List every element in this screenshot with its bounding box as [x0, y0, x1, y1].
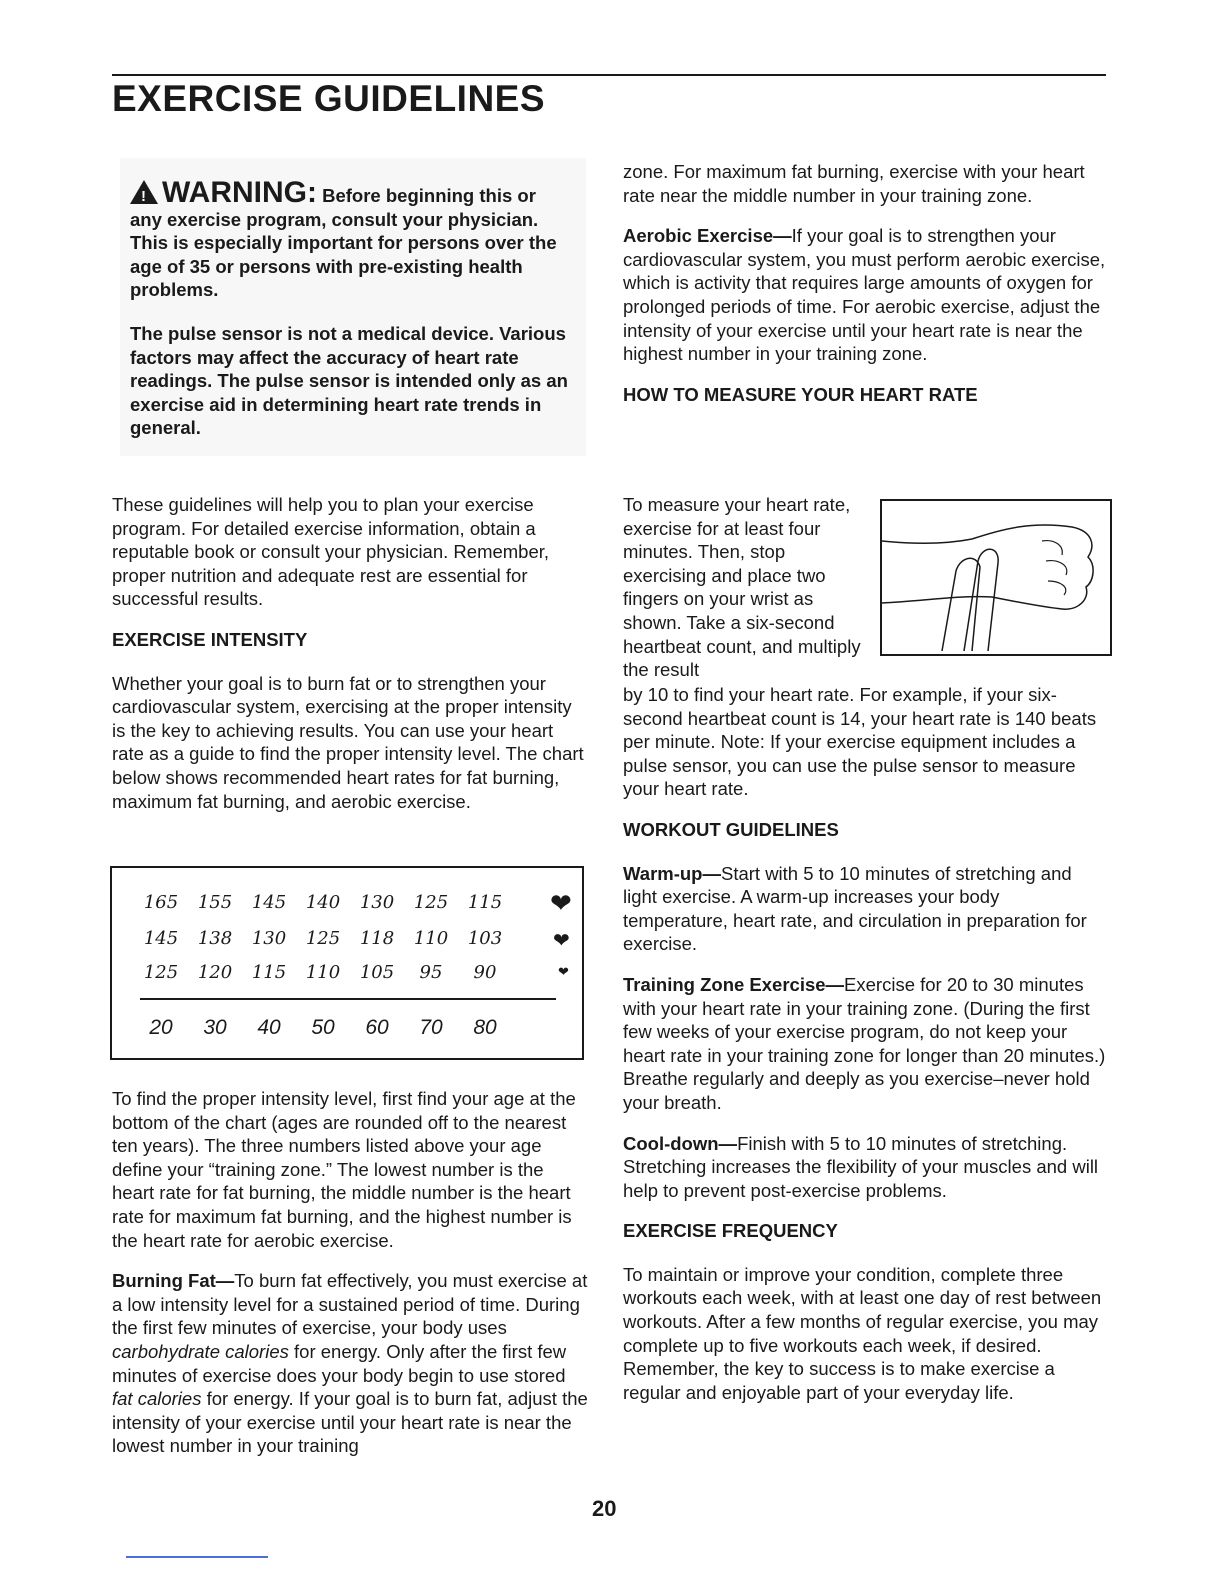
chart-cell: 145 — [143, 928, 179, 949]
frequency-text: To maintain or improve your condition, complete three workouts each week, with at least one day of rest between workouts. After a few months of regular exercise, you may complete up to five workouts each week, if desired. Remember, the key to success is to make exercise a regular and enjoyable part of your everyday life. — [623, 1263, 1102, 1403]
intensity-text: Whether your goal is to burn fat or to strengthen your cardiovascular system, exercising at the proper intensity is the key to achieving results. You can use your heart rate as a guide to find the proper intensity level. The chart below shows recommended heart rates for fat burning, maximum fat burning, and aerobic exercise. — [112, 672, 584, 812]
continuation-text: zone. For maximum fat burning, exercise with your heart rate near the middle number in your training zone. — [623, 161, 1085, 206]
aerobic-label: Aerobic Exercise— — [623, 225, 792, 247]
intro-text: These guidelines will help you to plan your exercise program. For detailed exercise information, obtain a reputable book or consult your physician. Remember, proper nutrition and adequate rest are essential for successful results. — [112, 494, 550, 610]
burning-text-3: for energy. If your goal is to burn fat, adjust the intensity of your exercise until your heart rate is near the lowest number in your training — [112, 1388, 588, 1457]
frequency-heading: EXERCISE FREQUENCY — [623, 1220, 838, 1242]
warning-para-2: The pulse sensor is not a medical device. Various factors may affect the accuracy of heart rate readings. The pulse sensor is intended only as an exercise aid in determining heart rate trends in general. — [130, 322, 568, 439]
age-cell: 40 — [257, 1016, 281, 1039]
chart-cell: 140 — [305, 892, 341, 913]
find-text: To find the proper intensity level, first find your age at the bottom of the chart (ages are rounded off to the nearest ten years). The three numbers listed above your age define your “training zone.” The lowest number is the heart rate for fat burning, the middle number is the heart rate for maximum fat burning, and the highest number is the heart rate for aerobic exercise. — [112, 1088, 576, 1251]
chart-age-row — [134, 1016, 512, 1040]
chart-cell: 125 — [305, 928, 341, 949]
workout-heading: WORKOUT GUIDELINES — [623, 818, 839, 840]
age-cell: 20 — [149, 1016, 173, 1039]
warmup-label: Warm-up— — [623, 862, 721, 884]
warmup-para — [623, 862, 1107, 956]
training-para — [623, 973, 1107, 1115]
training-label: Training Zone Exercise— — [623, 973, 845, 995]
chart-row-max-fat — [134, 928, 554, 949]
chart-cell: 110 — [413, 928, 449, 949]
measure-heading: HOW TO MEASURE YOUR HEART RATE — [623, 383, 978, 405]
chart-row-aerobic — [134, 892, 554, 913]
age-cell: 50 — [311, 1016, 335, 1039]
warning-head: WARNING: — [162, 176, 317, 209]
left-lower-column — [112, 1087, 590, 1475]
age-cell: 70 — [419, 1016, 443, 1039]
page-title: EXERCISE GUIDELINES — [112, 78, 546, 119]
burning-fat-label: Burning Fat— — [112, 1270, 235, 1292]
chart-cell: 95 — [419, 962, 443, 983]
chart-cell: 125 — [143, 962, 179, 983]
footer-line — [126, 1556, 268, 1558]
chart-cell: 115 — [251, 962, 287, 983]
chart-cell: 118 — [359, 928, 395, 949]
chart-cell: 90 — [473, 962, 497, 983]
left-column — [112, 493, 588, 830]
heart-icon-small: ❤ — [558, 964, 569, 979]
intensity-heading: EXERCISE INTENSITY — [112, 628, 308, 650]
chart-cell: 130 — [359, 892, 395, 913]
heart-icon-large: ❤ — [550, 888, 572, 918]
warning-para-1 — [130, 176, 572, 302]
warmup-text: Start with 5 to 10 minutes of stretching and light exercise. A warm-up increases your body temperature, heart rate, and circulation in preparation for exercise. — [623, 862, 1087, 955]
chart-divider — [140, 998, 556, 1000]
burning-fat-para — [112, 1269, 590, 1458]
measure-text-b: by 10 to find your heart rate. For example, if your six-second heartbeat count is 14, your heart rate is 140 beats per minute. Note: If your exercise equipment includes a pulse sensor, you can use the pulse sensor to measure your heart rate. — [623, 684, 1097, 800]
heart-rate-chart — [110, 866, 584, 1060]
right-column — [623, 160, 1107, 426]
training-text: Exercise for 20 to 30 minutes with your heart rate in your training zone. (During the first few weeks of your exercise program, do not keep your heart rate in your training zone for longer than 20 minutes.) Breathe regularly and deeply as you exercise–never hold your breath. — [623, 973, 1106, 1113]
chart-cell: 115 — [467, 892, 503, 913]
chart-cell: 120 — [197, 962, 233, 983]
warning-triangle-icon — [130, 180, 158, 204]
chart-cell: 105 — [359, 962, 395, 983]
page-number: 20 — [592, 1496, 617, 1521]
burning-em-2: fat calories — [112, 1388, 202, 1410]
age-cell: 60 — [365, 1016, 389, 1039]
warning-lead: Before beginning — [322, 185, 475, 206]
burning-text-2: for energy. Only after the first few minutes of exercise does your body begin to use stored — [112, 1340, 567, 1386]
cooldown-label: Cool-down— — [623, 1132, 738, 1154]
chart-cell: 130 — [251, 928, 287, 949]
cooldown-text: Finish with 5 to 10 minutes of stretching. Stretching increases the flexibility of your muscles and will help to prevent post-exercise problems. — [623, 1132, 1099, 1201]
warning-box — [120, 158, 586, 456]
age-cell: 30 — [203, 1016, 227, 1039]
chart-row-fat-burn — [134, 962, 554, 983]
burning-em-1: carbohydrate calories — [112, 1340, 289, 1362]
cooldown-para — [623, 1132, 1107, 1203]
header-rule — [112, 74, 1106, 76]
chart-cell: 103 — [467, 928, 503, 949]
burning-text-1: To burn fat effectively, you must exercise at a low intensity level for a sustained period of time. During the first few minutes of exercise, your body uses — [112, 1270, 588, 1339]
measure-text-a: To measure your heart rate, exercise for at least four minutes. Then, stop exercising and place two fingers on your wrist as shown. Take a six-second heartbeat count, and multiply the result — [623, 494, 861, 681]
wrist-pulse-illustration — [880, 499, 1112, 656]
chart-cell: 110 — [305, 962, 341, 983]
chart-cell: 138 — [197, 928, 233, 949]
chart-cell: 155 — [197, 892, 233, 913]
chart-cell: 145 — [251, 892, 287, 913]
hand-icon — [882, 501, 1110, 654]
chart-cell: 165 — [143, 892, 179, 913]
warning-para1-text: this or any exercise program, consult your physician. This is especially important for persons over the age of 35 or persons with pre-existing health problems. — [130, 185, 557, 301]
aerobic-text: If your goal is to strengthen your cardiovascular system, you must perform aerobic exercise, which is activity that requires large amounts of oxygen for prolonged periods of time. For aerobic exercise, adjust the intensity of your exercise until your heart rate is near the highest number in your training zone. — [623, 225, 1106, 365]
chart-cell: 125 — [413, 892, 449, 913]
heart-icon-medium: ❤ — [553, 930, 570, 952]
aerobic-para — [623, 224, 1107, 366]
age-cell: 80 — [473, 1016, 497, 1039]
right-lower-column — [623, 683, 1107, 1421]
